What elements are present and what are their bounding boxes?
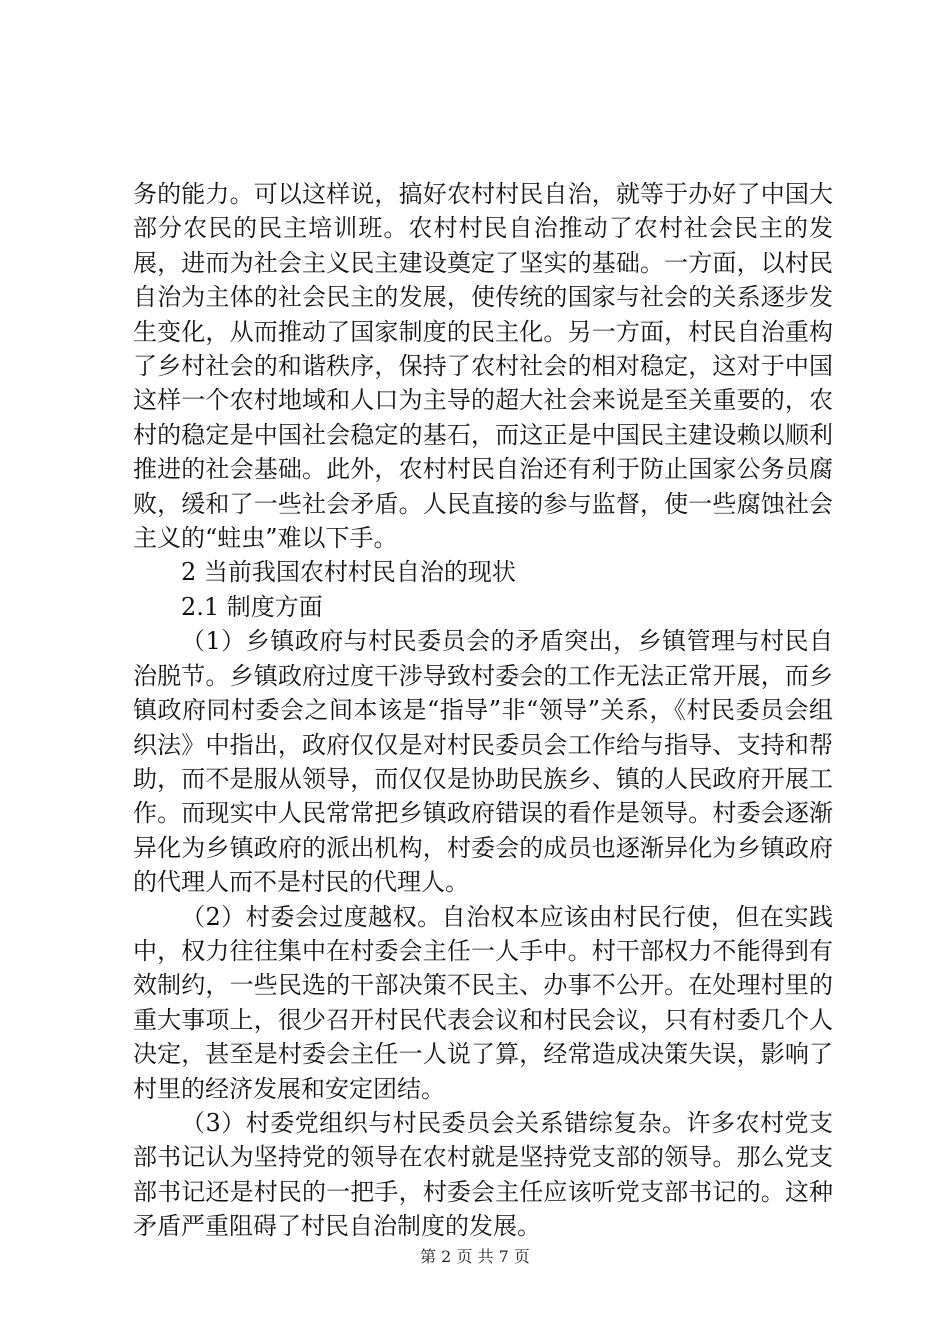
paragraph-item-1: （1）乡镇政府与村民委员会的矛盾突出，乡镇管理与村民自治脱节。乡镇政府过度干涉导致村委会的工作无法正常开展，而乡镇政府同村委会之间本该是“指导”非“领导”关系，《村民委员会组织法》中指出，政府仅仅是对村民委员会工作给与指导、支持和帮助，而不是服从领导，而仅仅是协助民族乡、镇的人民政府开展工作。而现实中人民常常把乡镇政府错误的看作是领导。村委会逐渐异化为乡镇政府的派出机构，村委会的成员也逐渐异化为乡镇政府的代理人而不是村民的代理人。 xyxy=(133,627,833,897)
subsection-heading: 2.1 制度方面 xyxy=(181,592,323,621)
paragraph-continuation: 务的能力。可以这样说，搞好农村村民自治，就等于办好了中国大部分农民的民主培训班。农村村民自治推动了农村社会民主的发展，进而为社会主义民主建设奠定了坚实的基础。一方面，以村民自治为主体的社会民主的发展，使传统的国家与社会的关系逐步发生变化，从而推动了国家制度的民主化。另一方面，村民自治重构了乡村社会的和谐秩序，保持了农村社会的相对稳定，这对于中国这样一个农村地域和人口为主导的超大社会来说是至关重要的，农村的稳定是中国社会稳定的基石，而这正是中国民主建设赖以顺利推进的社会基础。此外，农村村民自治还有利于防止国家公务员腐败，缓和了一些社会矛盾。人民直接的参与监督，使一些腐蚀社会主义的“蛀虫”难以下手。 xyxy=(133,180,833,553)
body-text xyxy=(133,177,833,1244)
page-number-footer: 第 2 页 共 7 页 xyxy=(420,1247,530,1266)
section-heading: 2 当前我国农村村民自治的现状 xyxy=(181,558,516,587)
paragraph-item-2: （2）村委会过度越权。自治权本应该由村民行使，但在实践中，权力往往集中在村委会主任一人手中。村干部权力不能得到有效制约，一些民选的干部决策不民主、办事不公开。在处理村里的重大事项上，很少召开村民代表会议和村民会议，只有村委几个人决定，甚至是村委会主任一人说了算，经常造成决策失误，影响了村里的经济发展和安定团结。 xyxy=(133,902,833,1103)
paragraph-item-3: （3）村委党组织与村民委员会关系错综复杂。许多农村党支部书记认为坚持党的领导在农村就是坚持党支部的领导。那么党支部书记还是村民的一把手，村委会主任应该听党支部书记的。这种矛盾严重阻碍了村民自治制度的发展。 xyxy=(133,1108,833,1241)
